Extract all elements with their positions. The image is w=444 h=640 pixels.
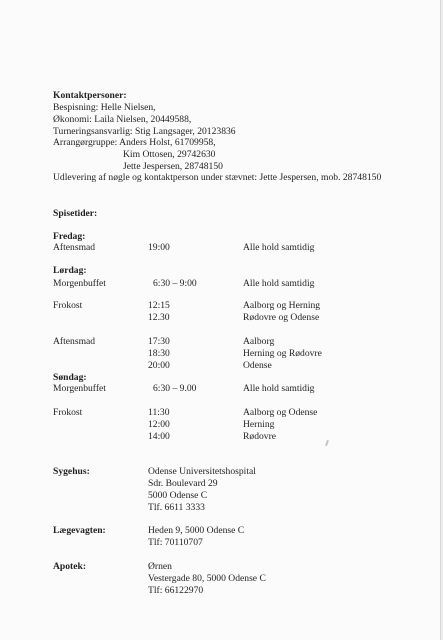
contact-line: Kim Ottosen, 29742630 <box>123 149 216 160</box>
day-heading-fredag: Fredag: <box>53 231 86 242</box>
apotek-label: Apotek: <box>53 561 87 572</box>
apotek-line: Vestergade 80, 5000 Odense C <box>148 573 266 584</box>
laegevagten-line: Tlf: 70110707 <box>148 537 203 548</box>
meal-teams: Alle hold samtidig <box>243 383 315 394</box>
meal-teams: Aalborg og Herning <box>243 300 321 311</box>
meals-heading: Spisetider: <box>53 208 98 219</box>
apotek-line: Tlf: 66122970 <box>148 585 204 596</box>
meal-teams: Rødovre <box>243 431 277 442</box>
meal-teams: Aalborg og Odense <box>243 407 318 418</box>
meal-name: Aftensmad <box>53 242 96 253</box>
contacts-heading: Kontaktpersoner: <box>53 90 127 101</box>
contact-line: Turneringsansvarlig: Stig Langsager, 20123836 <box>53 126 236 137</box>
sygehus-line: Tlf. 6611 3333 <box>148 502 205 513</box>
sygehus-line: Odense Universitetshospital <box>148 466 256 477</box>
laegevagten-line: Heden 9, 5000 Odense C <box>148 525 245 536</box>
meal-time: 17:30 <box>148 336 170 347</box>
meal-teams: Herning <box>243 419 275 430</box>
meal-time: 20:00 <box>148 360 170 371</box>
meal-teams: Alle hold samtidig <box>243 278 315 289</box>
meal-time: 18:30 <box>148 348 170 359</box>
meal-time: 12:15 <box>148 300 170 311</box>
meal-time: 6:30 – 9:00 <box>153 278 197 289</box>
sygehus-label: Sygehus: <box>53 466 90 477</box>
meal-teams: Herning og Rødovre <box>243 348 322 359</box>
meal-name: Morgenbuffet <box>53 383 106 394</box>
apotek-line: Ørnen <box>148 561 172 572</box>
meal-teams: Rødovre og Odense <box>243 312 320 323</box>
meal-time: 14:00 <box>148 431 170 442</box>
meal-time: 12:00 <box>148 419 170 430</box>
meal-time: 6:30 – 9.00 <box>153 383 197 394</box>
pen-mark <box>325 440 329 446</box>
meal-time: 11:30 <box>148 407 170 418</box>
sygehus-line: Sdr. Boulevard 29 <box>148 478 218 489</box>
contact-line: Jette Jespersen, 28748150 <box>123 161 223 172</box>
contact-line: Bespisning: Helle Nielsen, <box>53 102 156 113</box>
laegevagten-label: Lægevagten: <box>53 525 106 536</box>
meal-name: Morgenbuffet <box>53 278 106 289</box>
meal-teams: Odense <box>243 360 272 371</box>
meal-time: 19:00 <box>148 242 170 253</box>
meal-name: Frokost <box>53 300 83 311</box>
sygehus-line: 5000 Odense C <box>148 490 208 501</box>
contact-line: Arrangørgruppe: Anders Holst, 61709958, <box>53 137 216 148</box>
day-heading-sondag: Søndag: <box>53 372 87 383</box>
meal-teams: Alle hold samtidig <box>243 242 315 253</box>
meal-teams: Aalborg <box>243 336 275 347</box>
contact-line: Økonomi: Laila Nielsen, 20449588, <box>53 114 192 125</box>
meal-name: Aftensmad <box>53 336 96 347</box>
contact-line: Udlevering af nøgle og kontaktperson under stævnet: Jette Jespersen, mob. 28748150 <box>53 172 382 183</box>
meal-time: 12.30 <box>148 312 170 323</box>
meal-name: Frokost <box>53 407 83 418</box>
day-heading-lordag: Lørdag: <box>53 265 87 276</box>
